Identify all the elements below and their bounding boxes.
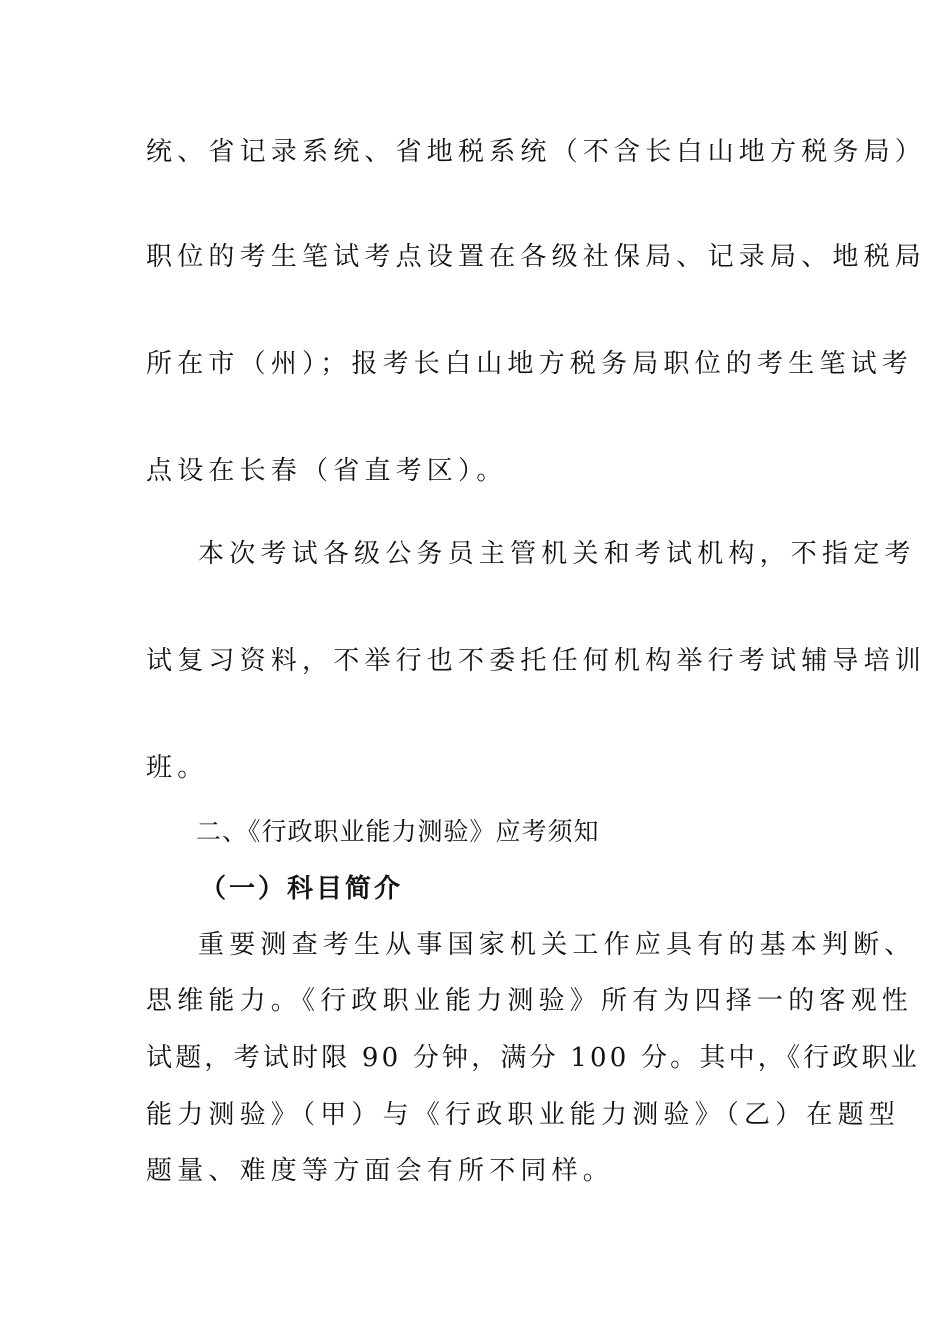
intro-line-1: 重要测查考生从事国家机关工作应具有的基本判断、 bbox=[198, 930, 916, 960]
text-line-3: 所在市（州）；报考长白山地方税务局职位的考生笔试考 bbox=[146, 349, 914, 379]
text-line-5: 本次考试各级公务员主管机关和考试机构，不指定考 bbox=[198, 539, 916, 569]
intro-line-4: 能力测验》（甲）与《行政职业能力测验》（乙）在题型 bbox=[146, 1100, 901, 1130]
text-line-1: 统、省记录系统、省地税系统（不含长白山地方税务局） bbox=[146, 137, 927, 167]
text-line-7: 班。 bbox=[146, 753, 209, 783]
intro-line-5: 题量、难度等方面会有所不同样。 bbox=[146, 1156, 615, 1186]
subsection-heading: （一）科目简介 bbox=[200, 874, 404, 904]
text-line-6: 试复习资料，不举行也不委托任何机构举行考试辅导培训 bbox=[146, 646, 927, 676]
text-line-4: 点设在长春（省直考区）。 bbox=[146, 456, 508, 486]
intro-line-3: 试题，考试时限 90 分钟，满分 100 分。其中，《行政职业 bbox=[146, 1043, 920, 1073]
section-heading: 二、《行政职业能力测验》应考须知 bbox=[196, 817, 600, 846]
text-line-2: 职位的考生笔试考点设置在各级社保局、记录局、地税局 bbox=[146, 242, 927, 272]
intro-line-2: 思维能力。《行政职业能力测验》所有为四择一的客观性 bbox=[146, 986, 914, 1016]
